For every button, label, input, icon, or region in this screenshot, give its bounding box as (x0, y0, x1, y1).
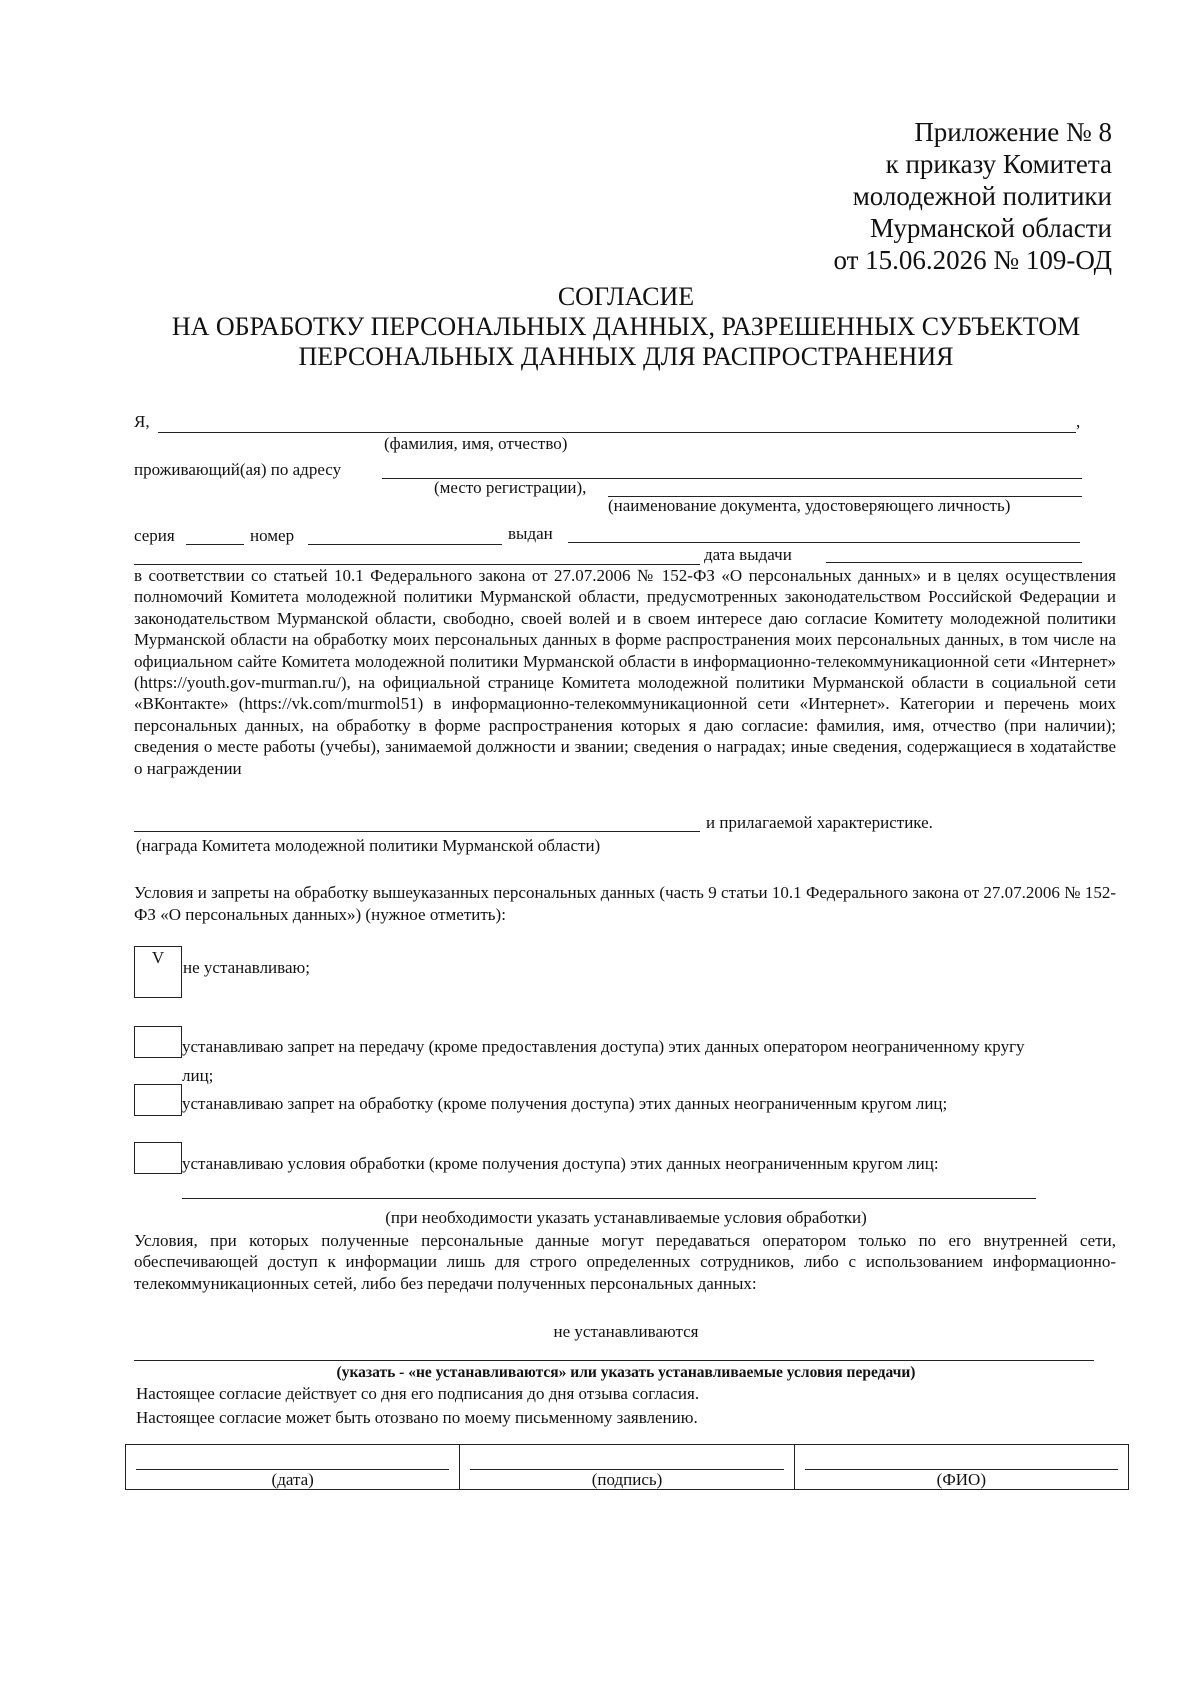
award-caption: (награда Комитета молодежной политики Мурманской области) (136, 836, 601, 855)
option-transfer-ban-label: устанавливаю запрет на передачу (кроме предоставления доступа) этих данных оператором неограниченному кругу (182, 1037, 1025, 1056)
series-label: серия (134, 526, 175, 545)
fio-sign-caption: (ФИО) (936, 1470, 986, 1489)
issue-date-field[interactable] (826, 562, 1082, 563)
fio-cell[interactable] (794, 1445, 1128, 1490)
series-field[interactable] (186, 544, 244, 545)
transfer-conditions-field[interactable] (134, 1360, 1094, 1361)
appendix-line: к приказу Комитета (885, 149, 1112, 179)
fio-line (805, 1469, 1118, 1470)
consent-paragraph: в соответствии со статьей 10.1 Федерального закона от 27.07.2006 № 152-ФЗ «О персональных данных» и в целях осуществления полномочий Комитета молодежной политики Мурманской области, предусмотренных законодательством Российской Федерации и законодательством Мурманской области, свободно, своей волей и в своем интересе даю согласие Комитету молодежной политики Мурманской области на обработку моих персональных данных в форме распространения моих персональных данных, в том числе на официальном сайте Комитета молодежной политики Мурманской области в информационно-телекоммуникационной сети «Интернет» (https://youth.gov-murman.ru/), на официальной странице Комитета молодежной политики Мурманской области в социальной сети «ВКонтакте» (https://vk.com/murmol51) в информационно-телекоммуникационной сети «Интернет». Категории и перечень моих персональных данных, на обработку в форме распространения которых я даю согласие: фамилия, имя, отчество (при наличии); сведения о месте работы (учебы), занимаемой должности и звании; сведения о наградах; иные сведения, содержащиеся в ходатайстве о награждении (134, 566, 1116, 778)
issue-date-label: дата выдачи (704, 545, 792, 564)
transfer-conditions-text: Условия, при которых полученные персональные данные могут передаваться оператором только по его внутренней сети, обеспечивающей доступ к информации лишь для строго определенных сотрудников, либо с использованием информационно-телекоммуникационных сетей, либо без передачи полученных персональных данных: (134, 1231, 1116, 1293)
option-transfer-ban-label-cont: лиц; (182, 1066, 214, 1085)
address-label: проживающий(ая) по адресу (134, 460, 342, 479)
option-conditions-label: устанавливаю условия обработки (кроме получения доступа) этих данных неограниченным кругом лиц: (182, 1154, 939, 1173)
transfer-conditions-value: не устанавливаются (553, 1322, 699, 1341)
i-label: Я, (134, 412, 150, 431)
signature-caption: (подпись) (591, 1470, 663, 1489)
issued-label: выдан (508, 524, 553, 543)
validity-text: Настоящее согласие действует со дня его подписания до дня отзыва согласия. (136, 1384, 700, 1403)
fio-field[interactable] (158, 432, 1076, 433)
revocation-text: Настоящее согласие может быть отозвано по моему письменному заявлению. (136, 1408, 698, 1427)
date-caption: (дата) (271, 1470, 314, 1489)
appendix-line: от 15.06.2026 № 109-ОД (833, 245, 1112, 275)
appendix-line: Приложение № 8 (914, 117, 1112, 147)
appendix-line: молодежной политики (852, 181, 1112, 211)
paragraph-tail: и прилагаемой характеристике. (706, 813, 933, 832)
appendix-line: Мурманской области (870, 213, 1112, 243)
signature-line (470, 1469, 783, 1470)
transfer-conditions-caption: (указать - «не устанавливаются» или указать устанавливаемые условия передачи) (336, 1364, 916, 1381)
processing-conditions-caption: (при необходимости указать устанавливаемые условия обработки) (385, 1208, 867, 1227)
number-label: номер (250, 526, 295, 545)
number-field[interactable] (308, 544, 502, 545)
option-processing-ban-label: устанавливаю запрет на обработку (кроме получения доступа) этих данных неограниченным кругом лиц; (182, 1094, 948, 1113)
award-field[interactable] (134, 831, 700, 832)
conditions-intro: Условия и запреты на обработку вышеуказанных персональных данных (часть 9 статьи 10.1 Федерального закона от 27.07.2006 № 152-ФЗ «О персональных данных») (нужное отметить): (134, 883, 1116, 924)
document-caption: (наименование документа, удостоверяющего личность) (608, 496, 1011, 515)
option-transfer-ban-checkbox[interactable] (134, 1026, 182, 1058)
registration-caption: (место регистрации), (434, 478, 587, 497)
appendix-block (833, 116, 1112, 276)
issued-by-field[interactable] (568, 542, 1080, 543)
document-subtitle: НА ОБРАБОТКУ ПЕРСОНАЛЬНЫХ ДАННЫХ, РАЗРЕШЕННЫХ СУБЪЕКТОМ (171, 312, 1081, 341)
date-line (136, 1469, 449, 1470)
date-cell[interactable] (126, 1445, 460, 1490)
comma: , (1076, 412, 1081, 431)
option-conditions-checkbox[interactable] (134, 1142, 182, 1174)
document-title: СОГЛАСИЕ (557, 282, 695, 311)
check-mark: V (151, 948, 165, 967)
option-processing-ban-checkbox[interactable] (134, 1084, 182, 1116)
option-not-set-checkbox[interactable] (134, 946, 182, 998)
document-subtitle: ПЕРСОНАЛЬНЫХ ДАННЫХ ДЛЯ РАСПРОСТРАНЕНИЯ (298, 342, 954, 371)
option-not-set-label: не устанавливаю; (183, 958, 310, 977)
signature-cell[interactable] (460, 1445, 794, 1490)
processing-conditions-field[interactable] (182, 1198, 1036, 1199)
fio-caption: (фамилия, имя, отчество) (384, 434, 568, 453)
signature-table (125, 1444, 1129, 1490)
